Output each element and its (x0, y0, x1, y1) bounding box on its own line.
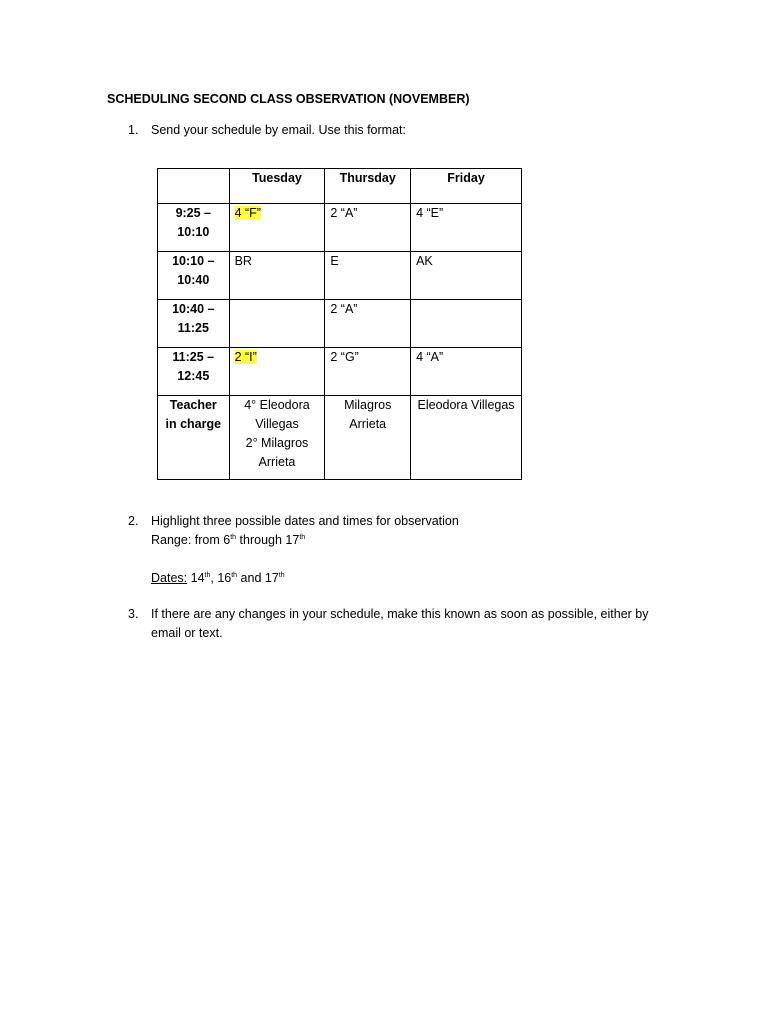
table-header-row (158, 169, 522, 204)
dates-label: Dates: (151, 571, 188, 585)
time-slot-cell: 11:25 – 12:45 (158, 348, 230, 396)
tuesday-teacher-cell: 4° Eleodora Villegas 2° Milagros Arrieta (229, 396, 325, 480)
time-slot-cell: 10:10 – 10:40 (158, 252, 230, 300)
list-text: Send your schedule by email. Use this format: (151, 123, 406, 137)
highlighted-class: 2 “I” (234, 350, 257, 364)
friday-teacher-cell: Eleodora Villegas (411, 396, 522, 480)
list-number: 1. (128, 123, 139, 137)
tuesday-cell (229, 204, 325, 252)
table-row (158, 252, 522, 300)
header-corner (158, 169, 230, 204)
time-slot-cell: 9:25 – 10:10 (158, 204, 230, 252)
friday-cell: 4 “E” (411, 204, 522, 252)
tuesday-cell (229, 348, 325, 396)
table-row (158, 348, 522, 396)
thursday-cell: 2 “A” (325, 300, 411, 348)
thursday-teacher-cell: Milagros Arrieta (325, 396, 411, 480)
tuesday-cell (229, 300, 325, 348)
list-text: If there are any changes in your schedule, make this known as soon as possible, either by email or text. (151, 607, 649, 640)
highlighted-class: 4 “F” (234, 206, 261, 220)
header-thursday: Thursday (325, 169, 411, 204)
tuesday-cell: BR (229, 252, 325, 300)
friday-cell (411, 300, 522, 348)
list-text: Highlight three possible dates and times for observation Range: from 6th through 17th Dates: 14th, 16th and 17th (151, 512, 681, 588)
list-number: 2. (128, 514, 139, 528)
thursday-cell: 2 “G” (325, 348, 411, 396)
table-row (158, 300, 522, 348)
thursday-cell: E (325, 252, 411, 300)
friday-cell: AK (411, 252, 522, 300)
page-title: SCHEDULING SECOND CLASS OBSERVATION (NOVEMBER) (107, 92, 470, 106)
schedule-table (157, 168, 522, 480)
teacher-row (158, 396, 522, 480)
friday-cell: 4 “A” (411, 348, 522, 396)
table-row (158, 204, 522, 252)
header-tuesday: Tuesday (229, 169, 325, 204)
header-friday: Friday (411, 169, 522, 204)
time-slot-cell: 10:40 – 11:25 (158, 300, 230, 348)
dates-line: Dates: 14th, 16th and 17th (151, 571, 285, 585)
teacher-label-cell: Teacher in charge (158, 396, 230, 480)
range-line: Range: from 6th through 17th (151, 533, 306, 547)
thursday-cell: 2 “A” (325, 204, 411, 252)
list-number: 3. (128, 607, 139, 621)
